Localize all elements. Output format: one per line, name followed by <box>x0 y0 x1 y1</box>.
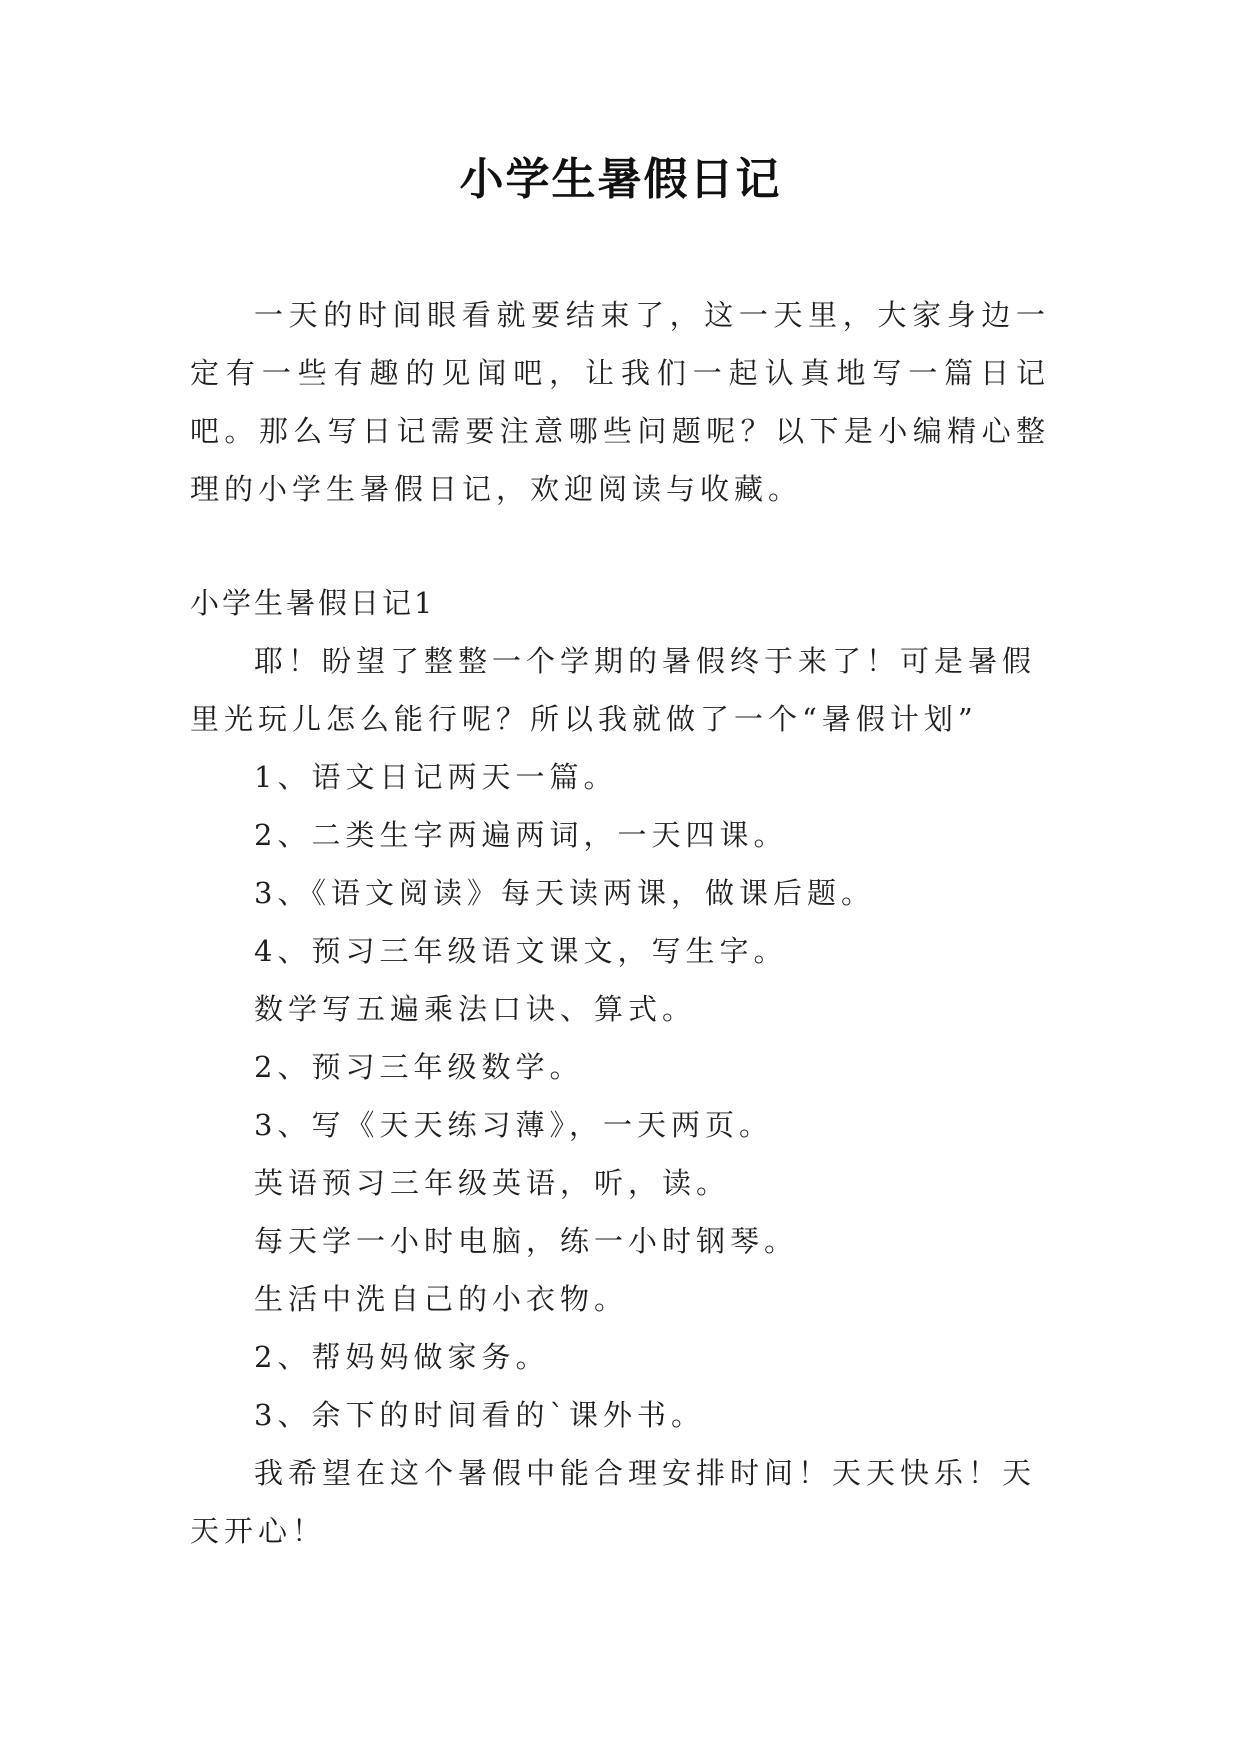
plan-item: 3、余下的时间看的`课外书。 <box>254 1398 705 1432</box>
plan-item: 1、语文日记两天一篇。 <box>254 760 618 794</box>
plan-item: 2、二类生字两遍两词，一天四课。 <box>254 818 788 852</box>
document-title: 小学生暑假日记 <box>459 154 782 205</box>
diary-paragraph: 耶！盼望了整整一个学期的暑假终于来了！可是暑假里光玩儿怎么能行呢？所以我就做了一个“暑假计划” <box>190 644 1037 736</box>
plan-item: 每天学一小时电脑，练一小时钢琴。 <box>254 1224 799 1258</box>
plan-item: 英语预习三年级英语，听，读。 <box>254 1166 731 1200</box>
plan-item: 2、帮妈妈做家务。 <box>254 1340 550 1374</box>
plan-item: 生活中洗自己的小衣物。 <box>254 1282 629 1316</box>
plan-item: 4、预习三年级语文课文，写生字。 <box>254 934 788 968</box>
diary-content <box>190 632 1050 1560</box>
plan-item: 2、预习三年级数学。 <box>254 1050 584 1084</box>
diary-paragraph: 我希望在这个暑假中能合理安排时间！天天快乐！天天开心！ <box>190 1456 1037 1548</box>
plan-item: 3、写《天天练习薄》，一天两页。 <box>254 1108 773 1142</box>
plan-item: 数学写五遍乘法口诀、算式。 <box>254 992 697 1026</box>
plan-item: 3、《语文阅读》每天读两课，做课后题。 <box>254 876 875 910</box>
section-title: 小学生暑假日记1 <box>190 586 436 620</box>
intro-paragraph: 一天的时间眼看就要结束了，这一天里，大家身边一定有一些有趣的见闻吧，让我们一起认真地写一篇日记吧。那么写日记需要注意哪些问题呢？以下是小编精心整理的小学生暑假日记，欢迎阅读与收藏。 <box>190 298 1050 506</box>
